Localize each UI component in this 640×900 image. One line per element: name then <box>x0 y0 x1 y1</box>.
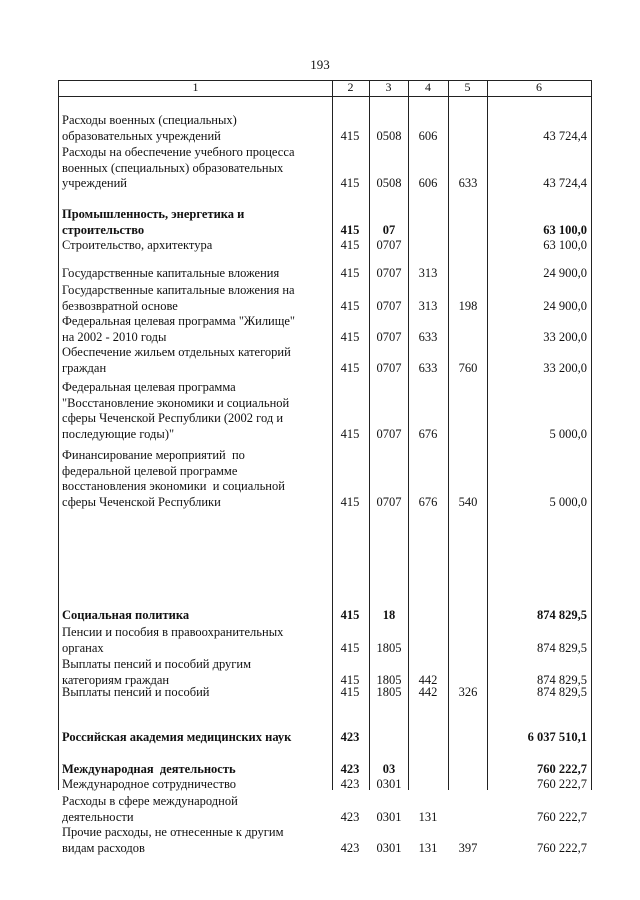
cell-c6: 760 222,7 <box>537 777 587 791</box>
row-name-line: Социальная политика <box>62 608 190 622</box>
cell-c4: 313 <box>418 298 438 313</box>
row-name <box>62 794 332 825</box>
table-row <box>59 625 591 656</box>
row-name-line: образовательных учреждений <box>62 128 221 143</box>
row-name-line: Государственные капитальные вложения на <box>62 283 295 297</box>
cell-c6: 5 000,0 <box>549 494 587 509</box>
row-name <box>62 777 332 793</box>
cell-c2: 415 <box>340 685 360 699</box>
row-name <box>62 314 332 345</box>
cell-c6: 760 222,7 <box>537 762 587 776</box>
row-name <box>62 238 332 254</box>
cell-c4: 606 <box>418 128 438 143</box>
cell-c4: 442 <box>418 672 438 687</box>
cell-c4: 131 <box>418 809 438 824</box>
row-name-line: Промышленность, энергетика и <box>62 207 245 221</box>
table-row <box>59 448 591 510</box>
cell-c4: 606 <box>418 176 438 191</box>
page-number: 193 <box>310 57 330 72</box>
table-row <box>59 608 591 624</box>
cell-c2: 423 <box>340 762 360 776</box>
row-name-line: учреждений <box>62 176 127 191</box>
row-name-line: Государственные капитальные вложения <box>62 266 280 280</box>
row-name-line: Обеспечение жильем отдельных категорий <box>62 345 291 359</box>
cell-c6: 6 037 510,1 <box>527 730 587 744</box>
cell-c3: 1805 <box>376 685 402 699</box>
cell-c5: 326 <box>458 685 478 699</box>
budget-table <box>58 80 592 855</box>
row-name-line: военных (специальных) образовательных <box>62 160 284 175</box>
table-row <box>59 238 591 254</box>
row-name-line: Международное сотрудничество <box>62 777 237 791</box>
cell-c2: 415 <box>340 640 360 655</box>
cell-c3: 0707 <box>376 238 402 252</box>
row-name-line: Выплаты пенсий и пособий <box>62 685 210 699</box>
cell-c4: 131 <box>418 840 438 855</box>
cell-c6: 760 222,7 <box>537 809 587 824</box>
row-name <box>62 825 332 856</box>
cell-c4: 676 <box>418 426 438 441</box>
row-name-line: Строительство, архитектура <box>62 238 213 252</box>
cell-c3: 07 <box>382 222 396 237</box>
table-row <box>59 685 591 701</box>
table-row <box>59 657 591 688</box>
cell-c4: 313 <box>418 266 438 280</box>
cell-c4: 442 <box>418 685 438 699</box>
row-name <box>62 625 332 656</box>
table-row <box>59 283 591 314</box>
row-name <box>62 685 332 701</box>
table-row <box>59 794 591 825</box>
cell-c3: 0707 <box>376 266 402 280</box>
cell-c3: 0301 <box>376 777 402 791</box>
row-name-line: безвозвратной основе <box>62 298 178 313</box>
row-name-line: строительство <box>62 222 145 237</box>
cell-c6: 43 724,4 <box>543 128 587 143</box>
cell-c6: 874 829,5 <box>537 608 587 622</box>
header-col-3: 3 <box>385 80 392 94</box>
cell-c2: 415 <box>340 494 360 509</box>
cell-c6: 63 100,0 <box>543 222 587 237</box>
cell-c4: 676 <box>418 494 438 509</box>
cell-c6: 24 900,0 <box>543 266 587 280</box>
cell-c6: 24 900,0 <box>543 298 587 313</box>
cell-c6: 33 200,0 <box>543 360 587 375</box>
row-name-line: Выплаты пенсий и пособий другим <box>62 657 252 671</box>
row-name-line: Международная деятельность <box>62 762 236 776</box>
table-row <box>59 730 591 746</box>
cell-c5: 198 <box>458 298 478 313</box>
cell-c6: 760 222,7 <box>537 840 587 855</box>
cell-c4: 633 <box>418 360 438 375</box>
cell-c2: 415 <box>340 176 360 191</box>
row-name-line: "Восстановление экономики и социальной <box>62 395 290 410</box>
cell-c6: 874 829,5 <box>537 672 587 687</box>
cell-c5: 633 <box>458 176 478 191</box>
row-name-line: восстановления экономики и социальной <box>62 479 285 494</box>
cell-c5: 397 <box>458 840 478 855</box>
cell-c3: 0707 <box>376 426 402 441</box>
row-name <box>62 380 332 442</box>
cell-c6: 5 000,0 <box>549 426 587 441</box>
header-col-5: 5 <box>464 80 471 94</box>
row-name-line: сферы Чеченской Республики <box>62 494 221 509</box>
cell-c3: 0301 <box>376 809 402 824</box>
row-name <box>62 657 332 688</box>
cell-c6: 874 829,5 <box>537 640 587 655</box>
header-col-6: 6 <box>536 80 542 94</box>
row-name-line: федеральной целевой программе <box>62 463 238 478</box>
cell-c2: 415 <box>340 222 360 237</box>
row-name-line: Расходы военных (специальных) <box>62 113 237 127</box>
cell-c6: 33 200,0 <box>543 329 587 344</box>
table-row <box>59 825 591 856</box>
row-name-line: Расходы на обеспечение учебного процесса <box>62 145 295 159</box>
cell-c2: 423 <box>340 777 360 791</box>
cell-c2: 415 <box>340 266 360 280</box>
cell-c3: 0707 <box>376 298 402 313</box>
table-row <box>59 113 591 144</box>
cell-c2: 415 <box>340 128 360 143</box>
row-name <box>62 448 332 510</box>
row-name-line: категориям граждан <box>62 672 170 687</box>
header-col-2: 2 <box>347 80 354 94</box>
row-name-line: граждан <box>62 360 107 375</box>
table-row <box>59 777 591 793</box>
row-name <box>62 283 332 314</box>
cell-c2: 415 <box>340 329 360 344</box>
cell-c3: 1805 <box>376 672 402 687</box>
table-row <box>59 314 591 345</box>
cell-c2: 415 <box>340 360 360 375</box>
cell-c6: 63 100,0 <box>543 238 587 252</box>
cell-c2: 423 <box>340 809 360 824</box>
table-row <box>59 207 591 238</box>
row-name <box>62 762 332 778</box>
row-name-line: на 2002 - 2010 годы <box>62 329 167 344</box>
row-name-line: Федеральная целевая программа <box>62 380 236 394</box>
cell-c2: 423 <box>340 730 360 744</box>
row-name <box>62 145 332 192</box>
table-row <box>59 145 591 192</box>
cell-c3: 03 <box>382 762 396 776</box>
cell-c3: 18 <box>382 608 396 622</box>
cell-c5: 540 <box>458 494 478 509</box>
row-name <box>62 113 332 144</box>
cell-c2: 415 <box>340 238 360 252</box>
row-name-line: деятельности <box>62 809 134 824</box>
cell-c2: 415 <box>340 672 360 687</box>
header-col-4: 4 <box>425 80 431 94</box>
row-name <box>62 730 332 746</box>
table-row <box>59 266 591 282</box>
cell-c3: 0508 <box>376 128 402 143</box>
row-name-line: Российская академия медицинских наук <box>62 730 292 744</box>
cell-c3: 0508 <box>376 176 402 191</box>
table-row <box>59 345 591 376</box>
row-name-line: видам расходов <box>62 840 145 855</box>
row-name-line: Пенсии и пособия в правоохранительных <box>62 625 284 639</box>
table-row <box>59 380 591 442</box>
cell-c4: 633 <box>418 329 438 344</box>
cell-c3: 0301 <box>376 840 402 855</box>
row-name <box>62 266 332 282</box>
cell-c3: 0707 <box>376 360 402 375</box>
cell-c2: 415 <box>340 608 360 622</box>
row-name <box>62 608 332 624</box>
cell-c3: 1805 <box>376 640 402 655</box>
row-name-line: органах <box>62 640 104 655</box>
cell-c2: 415 <box>340 426 360 441</box>
cell-c2: 415 <box>340 298 360 313</box>
header-col-1: 1 <box>192 80 199 94</box>
table-row <box>59 762 591 778</box>
row-name-line: Федеральная целевая программа "Жилище" <box>62 314 296 328</box>
cell-c2: 423 <box>340 840 360 855</box>
cell-c6: 874 829,5 <box>537 685 587 699</box>
cell-c6: 43 724,4 <box>543 176 587 191</box>
row-name-line: Прочие расходы, не отнесенные к другим <box>62 825 284 839</box>
row-name-line: сферы Чеченской Республики (2002 год и <box>62 411 284 426</box>
cell-c3: 0707 <box>376 329 402 344</box>
cell-c5: 760 <box>458 360 478 375</box>
row-name-line: Расходы в сфере международной <box>62 794 238 808</box>
row-name-line: Финансирование мероприятий по <box>62 448 245 462</box>
cell-c3: 0707 <box>376 494 402 509</box>
row-name <box>62 345 332 376</box>
row-name-line: последующие годы)" <box>62 426 175 441</box>
row-name <box>62 207 332 238</box>
